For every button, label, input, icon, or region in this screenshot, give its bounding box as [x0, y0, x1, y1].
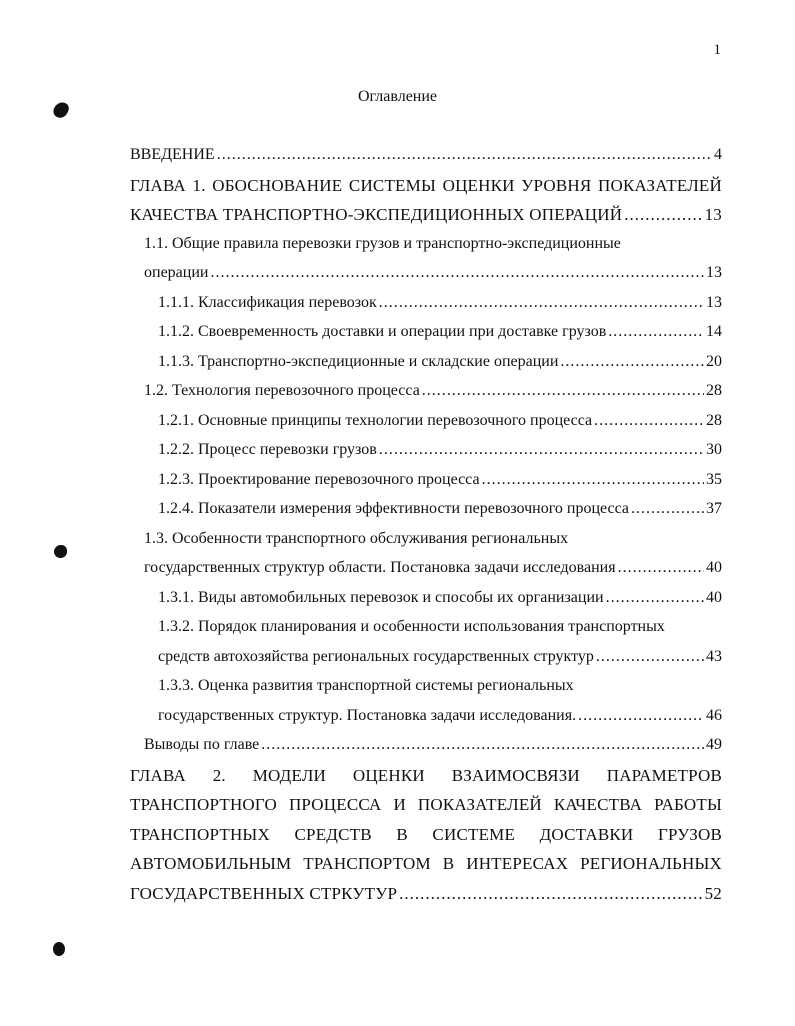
toc-entry-1-3-2[interactable]	[158, 618, 722, 677]
dot-leader	[624, 205, 702, 225]
ink-blot	[53, 942, 65, 956]
ink-blot	[54, 545, 67, 558]
dot-leader	[399, 884, 702, 904]
toc-entry-text: операции	[144, 264, 209, 281]
toc-entry-text: ТРАНСПОРТНЫХ СРЕДСТВ В СИСТЕМЕ ДОСТАВКИ ГРУЗОВ	[130, 824, 722, 844]
dot-leader	[379, 441, 704, 459]
dot-leader	[482, 471, 704, 489]
toc-page-number: 40	[706, 559, 722, 576]
toc-page-number: 14	[706, 323, 722, 340]
toc-entry-text: 1.1.2. Своевременность доставки и операции при доставке грузов	[158, 323, 607, 340]
toc-entry-text: 1.3.1. Виды автомобильных перевозок и способы их организации	[158, 588, 604, 606]
dot-leader	[631, 500, 704, 518]
toc-entry-1-2-3[interactable]	[158, 471, 722, 501]
toc-entry-1-3[interactable]	[144, 530, 722, 589]
toc-entry-text: государственных структур области. Постановка задачи исследования	[144, 559, 616, 576]
toc-page-number: 4	[714, 146, 722, 163]
toc-entry-chapter-1[interactable]	[130, 176, 722, 235]
dot-leader	[422, 382, 704, 400]
toc-entry-text: Выводы по главе	[144, 736, 260, 753]
toc-entry-chapter-2[interactable]	[130, 766, 722, 914]
toc-entry-text: ГЛАВА 2. МОДЕЛИ ОЦЕНКИ ВЗАИМОСВЯЗИ ПАРАМЕТРОВ	[130, 765, 722, 785]
dot-leader	[560, 353, 704, 371]
dot-leader	[217, 146, 712, 164]
toc-page-number: 35	[706, 470, 722, 488]
toc-entry-text: 1.1.3. Транспортно-экспедиционные и складские операции	[158, 352, 559, 370]
toc-page-number: 13	[706, 264, 722, 281]
toc-page-number: 13	[704, 205, 722, 224]
toc-entry-1-1-2[interactable]	[158, 323, 722, 353]
toc-page-number: 49	[706, 736, 722, 753]
toc-entry-1-2[interactable]	[144, 382, 722, 412]
toc-page-number: 28	[706, 382, 722, 399]
toc-entry-text: средств автохозяйства региональных государственных структур	[158, 647, 594, 665]
dot-leader	[606, 589, 704, 607]
toc-entry-1-3-1[interactable]	[158, 589, 722, 619]
toc-entry-text: ГОСУДАРСТВЕННЫХ СТРКУТУР	[130, 883, 398, 903]
dot-leader	[210, 264, 704, 282]
toc-entry-text: 1.3.3. Оценка развития транспортной системы региональных	[158, 677, 574, 694]
toc-entry-text: 1.3. Особенности транспортного обслуживания региональных	[144, 529, 569, 547]
toc-page-number: 43	[706, 647, 722, 665]
toc-entry-1-1-1[interactable]	[158, 294, 722, 324]
toc-entry-text: ВВЕДЕНИЕ	[130, 146, 215, 163]
toc-page-number: 20	[706, 352, 722, 370]
toc-entry-text: 1.1.1. Классификация перевозок	[158, 293, 377, 311]
toc-page-number: 28	[706, 411, 722, 429]
toc-entry-text: 1.2.4. Показатели измерения эффективности перевозочного процесса	[158, 500, 630, 517]
dot-leader	[608, 323, 704, 341]
dot-leader	[596, 648, 704, 666]
toc-entry-1-2-1[interactable]	[158, 412, 722, 442]
dot-leader	[261, 736, 704, 754]
toc-entry-1-3-3[interactable]	[158, 677, 722, 736]
dot-leader	[578, 707, 704, 725]
toc-entry-intro[interactable]	[130, 146, 722, 176]
toc-entry-text: 1.2.2. Процесс перевозки грузов	[158, 441, 377, 458]
toc-entry-text: 1.2.3. Проектирование перевозочного процесса	[158, 470, 480, 488]
toc-page-number: 52	[704, 883, 722, 903]
dot-leader	[379, 294, 704, 312]
toc-entry-1-2-4[interactable]	[158, 500, 722, 530]
dot-leader	[618, 559, 704, 577]
toc-entry-1-1[interactable]	[144, 235, 722, 294]
toc-entry-text: 1.1. Общие правила перевозки грузов и транспортно-экспедиционные	[144, 234, 621, 252]
toc-page-number: 30	[706, 441, 722, 458]
toc-entry-1-1-3[interactable]	[158, 353, 722, 383]
toc-entry-text: государственных структур. Постановка задачи исследования.	[158, 706, 577, 724]
toc-entry-text: 1.2. Технология перевозочного процесса	[144, 382, 420, 399]
page-number: 1	[713, 42, 721, 58]
toc-entry-text: 1.2.1. Основные принципы технологии перевозочного процесса	[158, 411, 593, 429]
toc-page-number: 46	[706, 706, 722, 724]
toc-page-number: 13	[706, 293, 722, 311]
toc-entry-conclusions[interactable]	[144, 736, 722, 766]
toc-entry-1-2-2[interactable]	[158, 441, 722, 471]
table-of-contents	[130, 146, 722, 913]
page-title: Оглавление	[357, 88, 438, 105]
toc-entry-text: АВТОМОБИЛЬНЫМ ТРАНСПОРТОМ В ИНТЕРЕСАХ РЕГИОНАЛЬНЫХ	[130, 854, 722, 873]
toc-page-number: 37	[706, 500, 722, 517]
toc-entry-text: ТРАНСПОРТНОГО ПРОЦЕССА И ПОКАЗАТЕЛЕЙ КАЧЕСТВА РАБОТЫ	[130, 795, 722, 814]
toc-page-number: 40	[706, 588, 722, 606]
dot-leader	[594, 412, 704, 430]
toc-entry-text: КАЧЕСТВА ТРАНСПОРТНО-ЭКСПЕДИЦИОННЫХ ОПЕРАЦИЙ	[130, 205, 623, 224]
toc-entry-text: 1.3.2. Порядок планирования и особенности использования транспортных	[158, 618, 665, 635]
toc-entry-text: ГЛАВА 1. ОБОСНОВАНИЕ СИСТЕМЫ ОЦЕНКИ УРОВНЯ ПОКАЗАТЕЛЕЙ	[130, 175, 722, 195]
